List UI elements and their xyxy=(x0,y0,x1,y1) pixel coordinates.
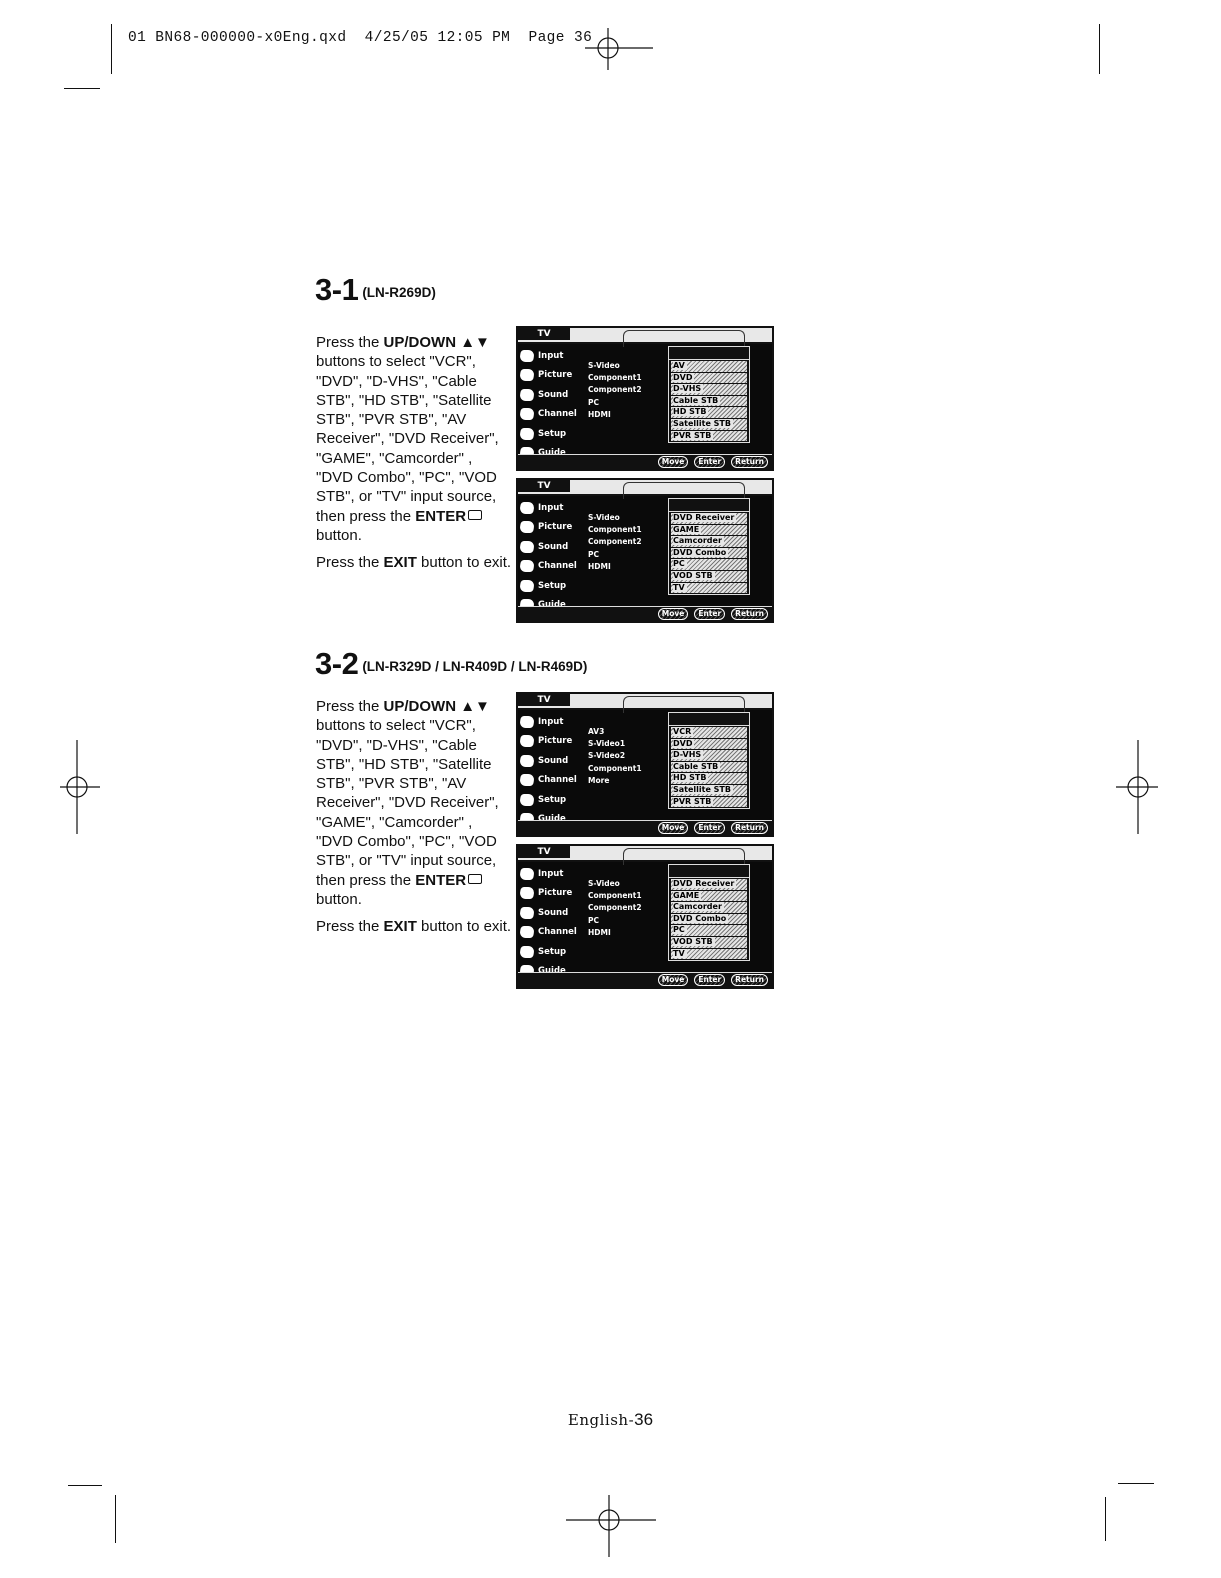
device-option-label: HD STB xyxy=(673,407,707,417)
device-option-label: Cable STB xyxy=(673,761,719,771)
menu-category-icon xyxy=(519,389,535,401)
device-option-label: PVR STB xyxy=(673,430,712,440)
tv-menu-screenshot xyxy=(516,692,774,837)
device-option-label: PVR STB xyxy=(673,796,712,806)
menu-sidebar-label: Setup xyxy=(538,428,567,439)
menu-sidebar-item xyxy=(520,498,580,518)
menu-category-icon xyxy=(519,887,535,899)
menu-sidebar-label: Input xyxy=(538,868,564,879)
menu-sidebar-item xyxy=(520,576,580,596)
device-option-label: VCR xyxy=(673,727,692,736)
menu-sidebar-item xyxy=(520,923,580,943)
device-option-label: HD STB xyxy=(673,773,707,783)
section-number: 3-1 xyxy=(315,272,359,307)
crop-mark xyxy=(1105,1497,1106,1541)
enter-icon xyxy=(468,874,482,884)
menu-sidebar-label: Sound xyxy=(538,907,569,918)
menu-category-icon xyxy=(519,774,535,786)
crop-mark xyxy=(1118,1483,1154,1484)
tv-menu-screenshot xyxy=(516,844,774,989)
menu-category-icon xyxy=(519,521,535,533)
menu-sidebar xyxy=(520,712,580,829)
instruction-text xyxy=(316,333,512,581)
menu-category-icon xyxy=(519,428,535,440)
list-header xyxy=(669,865,749,878)
source-item: HDMI xyxy=(588,561,611,571)
registration-mark-icon xyxy=(585,22,655,72)
device-option xyxy=(671,925,747,936)
slug-page-num: 36 xyxy=(574,30,593,46)
menu-category-icon xyxy=(519,794,535,806)
page-footer xyxy=(0,1410,1221,1430)
device-option xyxy=(671,373,747,384)
menu-category-icon xyxy=(519,946,535,958)
menu-category-icon xyxy=(519,369,535,381)
device-option-label: DVD xyxy=(673,372,693,382)
crop-mark xyxy=(111,24,112,74)
device-option-label: PC xyxy=(673,925,685,935)
menu-category-icon xyxy=(519,755,535,767)
menu-bottom-bar xyxy=(518,820,772,835)
device-option-label: VOD STB xyxy=(673,936,713,946)
device-name-list xyxy=(668,864,750,961)
menu-sidebar xyxy=(520,346,580,463)
device-option xyxy=(671,431,747,442)
device-option xyxy=(671,571,747,582)
footer-language: English- xyxy=(567,1411,635,1429)
menu-category-icon xyxy=(519,907,535,919)
menu-curve xyxy=(623,330,745,347)
list-header xyxy=(669,499,749,512)
menu-sidebar-item xyxy=(520,385,580,405)
menu-sidebar-label: Picture xyxy=(538,370,573,381)
registration-mark-icon xyxy=(566,1495,658,1559)
menu-sidebar-item xyxy=(520,732,580,752)
menu-tab: TV xyxy=(518,694,570,706)
menu-bottom-bar xyxy=(518,454,772,469)
menu-sidebar-item xyxy=(520,942,580,962)
device-option-label: DVD Combo xyxy=(673,913,727,923)
device-option xyxy=(671,407,747,418)
slug-date: 4/25/05 xyxy=(364,30,429,46)
source-item: S-Video2 xyxy=(588,751,626,761)
menu-hint-button: Enter xyxy=(694,974,725,986)
device-name-list xyxy=(668,498,750,595)
menu-sidebar-label: Channel xyxy=(538,775,577,786)
device-option xyxy=(671,513,747,524)
device-option xyxy=(671,750,747,761)
menu-sidebar-label: Setup xyxy=(538,946,567,957)
menu-hint-button: Return xyxy=(731,822,768,834)
menu-category-icon xyxy=(519,868,535,880)
slug-time: 12:05 PM xyxy=(437,30,511,46)
device-option xyxy=(671,739,747,750)
registration-mark-icon xyxy=(1112,740,1158,834)
menu-top-bar xyxy=(518,846,772,862)
device-option-label: Cable STB xyxy=(673,395,719,405)
device-option-label: DVD Receiver xyxy=(673,879,735,888)
menu-sidebar-item xyxy=(520,557,580,577)
menu-hint-button: Return xyxy=(731,974,768,986)
source-item: Component2 xyxy=(588,537,642,547)
device-option-label: Satellite STB xyxy=(673,418,731,428)
model-label: (LN-R269D) xyxy=(362,285,436,300)
slug-page-label: Page xyxy=(528,30,565,46)
source-item: PC xyxy=(588,549,600,559)
menu-category-icon xyxy=(519,541,535,553)
model-label: (LN-R329D / LN-R409D / LN-R469D) xyxy=(362,659,588,674)
menu-tab: TV xyxy=(518,846,570,858)
source-item: Component1 xyxy=(588,525,642,535)
menu-sidebar-label: Input xyxy=(538,502,564,513)
device-option xyxy=(671,879,747,890)
device-option xyxy=(671,727,747,738)
menu-bottom-bar xyxy=(518,972,772,987)
source-item: More xyxy=(588,775,610,785)
source-item: S-Video1 xyxy=(588,739,626,749)
device-option-label: VOD STB xyxy=(673,570,713,580)
menu-sidebar-label: Channel xyxy=(538,927,577,938)
device-option xyxy=(671,797,747,808)
instruction-paragraph: Press the UP/DOWN ▲▼ buttons to select "VCR", "DVD", "D-VHS", "Cable STB", "HD STB", "Satellite STB", "PVR STB", "AV Receiver", "DVD Receiver", "GAME", "Camcorder" , "DVD Combo", "PC", "VOD STB", or "TV" input source, then press the ENTER button. xyxy=(316,334,499,544)
source-item: S-Video xyxy=(588,879,620,888)
device-option xyxy=(671,525,747,536)
menu-sidebar-item xyxy=(520,903,580,923)
source-list xyxy=(588,512,666,573)
exit-paragraph: Press the EXIT button to exit. xyxy=(316,554,512,572)
menu-hint-button: Move xyxy=(658,456,689,468)
device-option-label: TV xyxy=(673,582,685,592)
menu-sidebar xyxy=(520,864,580,981)
device-option xyxy=(671,949,747,960)
menu-category-icon xyxy=(519,735,535,747)
device-name-list xyxy=(668,712,750,809)
section-heading xyxy=(315,272,436,308)
device-option xyxy=(671,914,747,925)
device-option xyxy=(671,773,747,784)
source-item: AV3 xyxy=(588,727,605,736)
device-option xyxy=(671,902,747,913)
menu-sidebar-item xyxy=(520,884,580,904)
source-list xyxy=(588,878,666,939)
menu-sidebar-label: Input xyxy=(538,350,564,361)
menu-sidebar-label: Picture xyxy=(538,888,573,899)
menu-category-icon xyxy=(519,716,535,728)
device-option xyxy=(671,891,747,902)
device-option xyxy=(671,762,747,773)
menu-hint-button: Return xyxy=(731,456,768,468)
menu-sidebar-label: Input xyxy=(538,716,564,727)
source-item: HDMI xyxy=(588,409,611,419)
menu-sidebar-item xyxy=(520,518,580,538)
menu-category-icon xyxy=(519,926,535,938)
enter-icon xyxy=(468,510,482,520)
section-number: 3-2 xyxy=(315,646,359,681)
menu-hint-button: Enter xyxy=(694,456,725,468)
menu-sidebar-label: Channel xyxy=(538,561,577,572)
menu-top-bar xyxy=(518,694,772,710)
instruction-text xyxy=(316,697,512,945)
menu-sidebar-item xyxy=(520,537,580,557)
menu-sidebar-item xyxy=(520,790,580,810)
source-item: PC xyxy=(588,915,600,925)
menu-sidebar-label: Setup xyxy=(538,580,567,591)
menu-hint-button: Return xyxy=(731,608,768,620)
device-option-label: TV xyxy=(673,948,685,958)
device-option xyxy=(671,548,747,559)
device-option xyxy=(671,785,747,796)
device-option-label: Camcorder xyxy=(673,536,722,546)
crop-mark xyxy=(1099,24,1100,74)
menu-sidebar-label: Picture xyxy=(538,736,573,747)
device-option-label: D-VHS xyxy=(673,750,702,760)
device-option-label: DVD Receiver xyxy=(673,513,735,522)
menu-top-bar xyxy=(518,328,772,344)
menu-category-icon xyxy=(519,408,535,420)
tv-menu-screenshot xyxy=(516,478,774,623)
source-item: S-Video xyxy=(588,513,620,522)
device-option-label: Camcorder xyxy=(673,902,722,912)
menu-hint-button: Move xyxy=(658,822,689,834)
source-list xyxy=(588,726,666,787)
crop-mark xyxy=(64,88,100,89)
source-item: Component1 xyxy=(588,763,642,773)
device-option xyxy=(671,559,747,570)
crop-mark xyxy=(68,1485,102,1486)
menu-tab: TV xyxy=(518,480,570,492)
source-item: Component2 xyxy=(588,385,642,395)
list-header xyxy=(669,713,749,726)
device-option xyxy=(671,396,747,407)
source-item: HDMI xyxy=(588,927,611,937)
source-item: Component1 xyxy=(588,891,642,901)
device-option-label: DVD xyxy=(673,738,693,748)
tv-menu-screenshot xyxy=(516,326,774,471)
menu-sidebar-item xyxy=(520,424,580,444)
print-slug xyxy=(128,30,592,46)
device-option-label: GAME xyxy=(673,890,700,900)
menu-curve xyxy=(623,482,745,499)
device-option xyxy=(671,384,747,395)
registration-mark-icon xyxy=(60,740,106,834)
source-item: PC xyxy=(588,397,600,407)
source-item: S-Video xyxy=(588,361,620,370)
menu-sidebar xyxy=(520,498,580,615)
menu-top-bar xyxy=(518,480,772,496)
menu-sidebar-item xyxy=(520,712,580,732)
list-header xyxy=(669,347,749,360)
device-option-label: D-VHS xyxy=(673,384,702,394)
menu-sidebar-label: Channel xyxy=(538,409,577,420)
menu-category-icon xyxy=(519,580,535,592)
source-list xyxy=(588,360,666,421)
crop-mark xyxy=(115,1495,116,1543)
device-option-label: DVD Combo xyxy=(673,547,727,557)
device-option-label: Satellite STB xyxy=(673,784,731,794)
menu-sidebar-item xyxy=(520,346,580,366)
menu-curve xyxy=(623,848,745,865)
menu-sidebar-label: Sound xyxy=(538,755,569,766)
menu-category-icon xyxy=(519,350,535,362)
menu-hint-button: Move xyxy=(658,974,689,986)
menu-sidebar-label: Sound xyxy=(538,389,569,400)
device-option xyxy=(671,536,747,547)
menu-sidebar-item xyxy=(520,366,580,386)
device-option-label: AV xyxy=(673,361,685,370)
source-item: Component2 xyxy=(588,903,642,913)
menu-category-icon xyxy=(519,502,535,514)
menu-category-icon xyxy=(519,560,535,572)
menu-curve xyxy=(623,696,745,713)
slug-file: 01 BN68-000000-x0Eng.qxd xyxy=(128,30,347,46)
source-item: Component1 xyxy=(588,373,642,383)
menu-tab: TV xyxy=(518,328,570,340)
menu-sidebar-label: Picture xyxy=(538,522,573,533)
section-heading xyxy=(315,646,587,682)
device-option xyxy=(671,419,747,430)
device-option xyxy=(671,937,747,948)
instruction-paragraph: Press the UP/DOWN ▲▼ buttons to select "VCR", "DVD", "D-VHS", "Cable STB", "HD STB", "Satellite STB", "PVR STB", "AV Receiver", "DVD Receiver", "GAME", "Camcorder" , "DVD Combo", "PC", "VOD STB", or "TV" input source, then press the ENTER button. xyxy=(316,698,499,908)
device-option-label: PC xyxy=(673,559,685,569)
menu-sidebar-item xyxy=(520,405,580,425)
menu-sidebar-item xyxy=(520,864,580,884)
menu-hint-button: Move xyxy=(658,608,689,620)
footer-page-number: 36 xyxy=(634,1410,654,1429)
device-option-label: GAME xyxy=(673,524,700,534)
menu-hint-button: Enter xyxy=(694,822,725,834)
menu-sidebar-item xyxy=(520,771,580,791)
menu-sidebar-item xyxy=(520,751,580,771)
menu-hint-button: Enter xyxy=(694,608,725,620)
menu-sidebar-label: Sound xyxy=(538,541,569,552)
menu-sidebar-label: Setup xyxy=(538,794,567,805)
device-option xyxy=(671,583,747,594)
device-name-list xyxy=(668,346,750,443)
menu-bottom-bar xyxy=(518,606,772,621)
device-option xyxy=(671,361,747,372)
exit-paragraph: Press the EXIT button to exit. xyxy=(316,918,512,936)
